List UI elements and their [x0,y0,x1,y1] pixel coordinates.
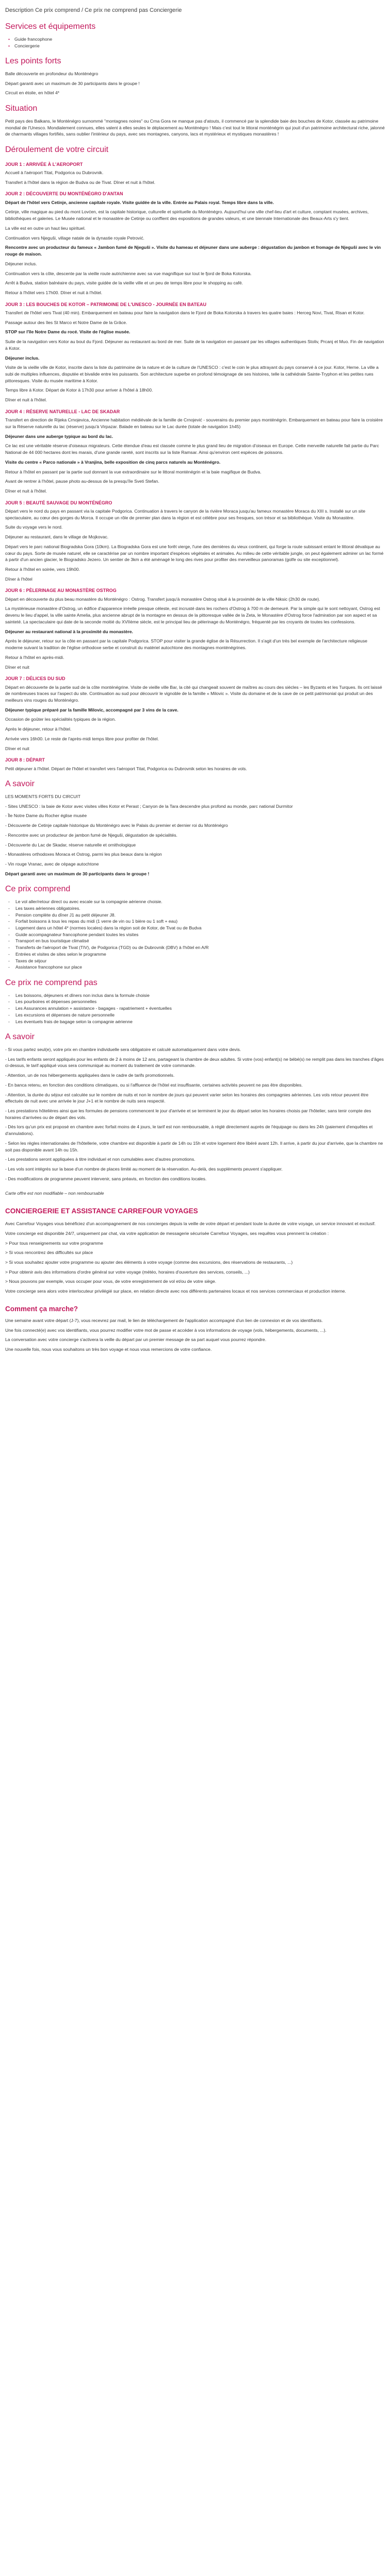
day-para: Dîner à l'hôtel [5,576,32,582]
conciergerie-para: > Pour obtenir avis des informations d'ordre général sur votre voyage (météo, horaires d'ouverture des services, conseils, ...) [5,1269,250,1275]
day-para: Visite du centre « Parco nationale » à Vranjina, belle exposition de cinq parcs naturels au Monténégro. [5,459,221,465]
comment-para: Une nouvelle fois, nous vous souhaitons un très bon voyage et nous vous remercions de votre confiance. [5,1347,212,1352]
ne-comprend-item: - Les boissons, déjeuners et dîners non inclus dans la formule choisie [13,992,386,999]
conciergerie-para: > Si vous souhaitez ajouter votre programme ou ajouter des éléments à votre voyage (comme des excursions, des réservations de restaurants, ...) [5,1260,293,1265]
day-para: Déjeuner inclus. [5,355,40,361]
situation-text: Petit pays des Balkans, le Monténégro surnommé "montagnes noires" ou Crna Gora ne manque pas d'atouts, il commencé par la splendide baie des bouches de Kotor, classée au patrimoine mondial de l'Unesco. Mondialement connues, elles valent à elles seules le déplacement au Monténégro ! Mais c'est tout le littoral monténégrin qui jouit d'un patrimoine architectural riche, jalonné de charmants villages fortifiés, sans oublier l'intérieur du pays, avec ses montagnes, canyons, lacs et mystérieux et mystiques monastères ! [5,118,385,137]
conciergerie-para: Votre concierge sera alors votre interlocuteur privilégié sur place, en relation directe avec nos différents partenaires locaux et nos services commerciaux et production interne. [5,1289,346,1294]
day-para: Dîner et nuit [5,745,29,751]
ne-comprend-title: Ce prix ne comprend pas [5,978,97,988]
comment-para: Une fois connecté(e) avec vos identifiants, vous pourrez modifier votre mot de passe et accéder à vos informations de voyage (vols, hébergements, documents, ...). [5,1327,327,1333]
points-forts-title: Les points forts [5,57,61,66]
ne-comprend-item: - Les Assurances annulation + assistance - bagages - rapatriement + éventuelles [13,1005,386,1012]
day-para: Retour à l'hôtel vers 17h00. Dîner et nuit à l'hôtel. [5,290,103,295]
day-para: Visite de la vieille ville de Kotor, inscrite dans la liste du patrimoine de la nature et de la culture de l'UNESCO : c'est le coin le plus attrayant du pays conservé à ce jour. Kotor, Herne. La ville a subi de multiples influences, disputée et bivalide entre les puissants. Son architecture superbe en profond témoignage de ses histoires, telle la cathédrale Sainte-Tryphon et les petites rues pittoresques. Visite du musée maritime à Kotor. [5,365,379,383]
comprend-item: - Taxes de séjour [13,958,386,964]
day-para: Arrêt à Budva, station balnéaire du pays, visite guidée de la vieille ville et un peu de temps libre pour le shopping au café. [5,280,243,286]
day-title: JOUR 2 : DÉCOUVERTE DU MONTÉNÉGRO D'ANTAN [5,191,123,197]
day-para: Déjeuner typique préparé par la famille Milovic, accompagné par 3 vins de la cave. [5,707,178,713]
day-para: Rencontre avec un producteur du fameux « Jambon fumé de Njeguši ». Visite du hameau et déjeuner dans une auberge : dégustation du jambon et fromage de Njeguši avec le vin rouge de maison. [5,245,381,257]
comment-para: Une semaine avant votre départ (J-7), vous recevrez par mail, le lien de téléchargement de l'application accompagné d'un lien de connexion et de vos identifiants. [5,1317,323,1323]
day-para: La mystérieuse monastère d'Ostrog, un édifice d'apparence irréelle presque céleste, est incrusté dans les rochers d'Ostrog à 700 m de demeuré. Par la simple qui le sont nettoyant, Ostrog est devenu le lieu d'appel, la ville sainte Amelia, plus ancienne abrupt de la montagne en dessus de la pittoresque vallée de la Zeta, le Monastère d'Ostrog force l'admiration par son aspect et sa sainteté. La spectaculaire qui date de la seconde moitié du XVIIème siècle, est le principal lieu de pèlerinage du Monténégro, fréquenté par les croyants de toutes les confessions. [5,606,380,624]
a-savoir-title: A savoir [5,779,35,789]
day-title: JOUR 3 : LES BOUCHES DE KOTOR – PATRIMOINE DE L'UNESCO - JOURNÉE EN BATEAU [5,301,207,307]
comprend-item: - Transferts de l'aéroport de Tivat (TIV), de Podgorica (TGD) ou de Dubrovnik (DBV) à l'hôtel en A/R [13,944,386,951]
a-savoir-2-para: - Les prestations seront appliquées à titre individuel et non cumulables avec d'autres promotions. [5,1157,196,1162]
day-title: JOUR 5 : BEAUTÉ SAUVAGE DU MONTÉNÉGRO [5,500,112,505]
day-para: Déjeuner inclus. [5,261,37,266]
day-title: JOUR 7 : DÉLICES DU SUD [5,676,66,682]
comprend-item: - Assistance francophone sur place [13,964,386,971]
day-para: Retour à l'hôtel en soirée, vers 19h00. [5,567,80,572]
day-title: JOUR 6 : PÈLERINAGE AU MONASTÈRE OSTROG [5,588,117,594]
comprend-item: - Pension complète du dîner J1 au petit déjeuner J8. [13,912,386,919]
deroulement-title: Déroulement de votre circuit [5,145,109,155]
a-savoir-item: - Vin rouge Vranac, avec de cépage autochtone [5,861,99,867]
conciergerie-para: Votre concierge est disponible 24/7, uniquement par chat, via votre application de messagerie sécurisée Carrefour Voyages, ses requêtes vous prennent la création : [5,1230,329,1236]
day-para: Dîner et nuit à l'hôtel. [5,397,47,403]
day-para: Suite du voyage vers le nord. [5,524,63,530]
day-title: JOUR 4 : RÉSERVE NATURELLE - LAC DE SKADAR [5,409,120,414]
services-item: • Guide francophone [14,36,386,43]
day-para: Départ en découverte de la partie sud de la côte monténégrine. Visite de vieille ville Bar, la cité qui changeait souvent de maîtres au cours des siècles – les Byzants et les Turques. Ils ont laissé de nombreuses traces sur l'aspect du site. Continuation au sud pour découvrir le vignoble de la famille « Milovic ». Visite du domaine et de la cave de ce petit patrimonial qui produit un des meilleurs vins rouges du Monténégro. [5,684,382,703]
day-para: Transfert à l'hôtel dans la région de Budva ou de Tivat. Dîner et nuit à l'hôtel. [5,179,156,185]
a-savoir-item: - Découverte du Lac de Skadar, réserve naturelle et ornithologique [5,842,136,848]
day-para: Dîner et nuit [5,664,29,670]
a-savoir-2-para: - Les vols sont intégrés sur la base d'un nombre de places limité au moment de la réservation. Au-delà, des suppléments peuvent s'appliquer. [5,1166,283,1172]
day-para: Ce lac est une véritable réserve d'oiseaux migrateurs. Cette étendue d'eau est classée comme le plus grand lieu de migration d'oiseaux en Europe. Cette merveille naturelle fait partie du Parc National de 44 000 hectares dont les marais, d'une grande rareté, sont inscrits sur la liste Ramsar. Ainsi qu'environ cent espèces de poissons. [5,443,379,455]
ne-comprend-item: - Les excursions et dépenses de nature personnelle [13,1012,386,1019]
comprend-item: - Entrées et visites de sites selon le programme [13,951,386,958]
a-savoir-2-para: - Des modifications de programme peuvent intervenir, sans préavis, en fonction des conditions locales. [5,1176,207,1181]
day-para: Départ en découverte du plus beau monastère du Monténégro : Ostrog. Transfert jusqu'à monastère Ostrog situé à la proximité de la ville Niksic (2h30 de route). [5,596,320,602]
a-savoir-item: - Découverte de Cetinje capitale historique du Monténégro avec le Palais du premier et dernier roi du Monténégro [5,823,228,828]
day-para: Temps libre à Kotor. Départ de Kotor à 17h30 pour arriver à l'hôtel à 18h00. [5,387,153,393]
day-para: Déjeuner au restaurant national à la proximité du monastère. [5,629,133,634]
day-para: Transfert de l'hôtel vers Tivat (40 min). Embarquement en bateau pour faire la navigation dans le Fjord de Boka Kotorska à travers les quatre baies : Herceg Novi, Tivat, Risan et Kotor. [5,310,365,315]
day-para: Déjeuner dans une auberge typique au bord du lac. [5,433,113,439]
a-savoir-item: - Île Notre Dame du Rocher église musée [5,813,87,819]
day-para: Arrivée vers 16h00. Le reste de l'après-midi temps libre pour profiter de l'hôtel. [5,736,159,741]
day-para: Après le déjeuner, retour à l'hôtel. [5,726,72,732]
a-savoir-2-para: - Attention, la durée du séjour est calculée sur le nombre de nuits et non le nombre de jours qui peuvent varier selon les horaires des compagnies aériennes. Les vols retour peuvent être effectués de nuit avec une arrivée le jour J+1 et le nombre de nuits sera respecté. [5,1092,369,1104]
a-savoir-2-para: - Si vous partez seul(e), votre prix en chambre individuelle sera obligatoire et calculé automatiquement dans votre devis. [5,1046,241,1052]
conciergerie-para: Avec Carrefour Voyages vous bénéficiez d'un accompagnement de nos concierges depuis la veille de votre départ et pendant toute la durée de votre voyage, un service innovant et exclusif. [5,1221,376,1227]
comprend-list [5,899,386,971]
conciergerie-para: > Si vous rencontrez des difficultés sur place [5,1250,93,1256]
a-savoir-2-para: - Selon les règles internationales de l'hôtellerie, votre chambre est disponible à partir de 14h ou 15h et votre logement être libéré avant 12h. Il arrive, à partir du jour d'arrivée, que la chambre ne soit pas disponible avant 14h ou 15h. [5,1140,383,1153]
comprend-item: - Les taxes aériennes obligatoires. [13,905,386,912]
day-para: Départ vers le nord du pays en passant via la capitale Podgorica. Continuation à travers le canyon de la rivière Moraca jusqu'au fameux monastère Moraca du XIII s. Installé sur un site spectaculaire, au cœur des gorges du Morca. Il occupe un rôle de premier plan dans la région et est célèbre pour ses fresques, son trésor et sa bibliothèque. Visite du Monastère. [5,508,366,520]
day-para: Retour à l'hôtel en après-midi. [5,654,64,660]
comprend-item: - Logement dans un hôtel 4* (normes locales) dans la région soit de Kotor, de Tivat ou de Budva [13,925,386,931]
a-savoir-subtitle: LES MOMENTS FORTS DU CIRCUIT [5,794,80,799]
a-savoir-2-title: A savoir [5,1032,35,1042]
a-savoir-item: - Sites UNESCO : la baie de Kotor avec visites villes Kotor et Perast ; Canyon de la Tara descendre plus profond au monde, parc national Durmitor [5,803,293,809]
day-para: Après le déjeuner, retour sur la côte en passant par la capitale Podgorica. STOP pour visiter la grande église de la Résurrection. Il s'agit d'un très bel exemple de l'architecture religieuse moderne suivant la tradition de l'église orthodoxe serbe et construit du matériel autochtone des montagnes monténégrines. [5,638,368,651]
day-title: JOUR 8 : DÉPART [5,757,45,763]
comment-para: La conversation avec votre concierge s'activera la veille du départ par un premier message de sa part auquel vous pourrez répondre. [5,1337,267,1343]
day-para: Dîner et nuit à l'hôtel. [5,488,47,494]
conciergerie-para: > Nous pouvons par exemple, vous occuper pour vous, de votre enregistrement de vol et/ou de votre siège. [5,1279,217,1284]
services-item: • Conciergerie [14,43,386,49]
a-savoir-item: - Monastères orthodoxes Moraca et Ostrog, parmi les plus beaux dans la région [5,852,162,857]
points-forts-para: Balle découverte en profondeur du Monténégro [5,71,99,77]
day-para: Transfert en direction de Rijeka Crnojevica, Ancienne habitation médiévale de la famille de Crnojević - souverains du premier pays monténégrin. Embarquement en bateau pour faire la croisière sur la Réserve naturelle du lac (réserve) jusqu'à Virpazar. Balade en bateau sur le Lac durée (totale de navigation 1h45) [5,417,383,429]
ne-comprend-item: - Les pourboires et dépenses personnelles [13,998,386,1005]
day-para: Continuation vers la côte, descente par la vieille route autrichienne avec sa vue magnifique sur tout le fjord de Boka Kotorska. [5,270,252,276]
a-savoir-2-para: - Les prestations hôtelières ainsi que les formules de pensions commencent le jour d'arrivée et se terminent le jour du départ selon les horaires choisis par l'hôtelier, sans tenir compte des horaires d'arrivées ou de départ des vols. [5,1108,371,1120]
a-savoir-2-para: - Dès lors qu'un prix est proposé en chambre avec forfait moins de 4 jours, le tarif est non remboursable, à réglé directement auprès de l'équipage ou dans les 24h (paiement d'enquêtes et d'annulations). [5,1124,373,1137]
comment-title: Comment ça marche? [5,1304,78,1313]
day-para: Avant de rentrer à l'hôtel, pause photo au-dessus de la presqu'île Sveti Stefan. [5,479,159,484]
carte-note: Carte offre est non modifiable – non remboursable [5,1191,104,1196]
points-forts-para: Circuit en étoile, en hôtel 4* [5,90,60,96]
day-para: STOP sur l'île Notre Dame du rocé. Visite de l'église musée. [5,329,131,335]
comprend-title: Ce prix comprend [5,885,71,894]
a-savoir-2-para: - En banca retenu, en fonction des conditions climatiques, ou si l'affluence de l'hôtel est insuffisante, certaines activités peuvent ne pas être disponibles. [5,1082,303,1088]
ne-comprend-list [5,992,386,1025]
services-title: Services et équipements [5,22,96,31]
a-savoir-2-para: - Attention, un de nos hébergements appliquées dans le cadre de tarifs promotionnels. [5,1073,175,1078]
a-savoir-note: Départ garanti avec un maximum de 30 participants dans le groupe ! [5,871,150,876]
day-para: Petit déjeuner à l'hôtel. Départ de l'hôtel et transfert vers l'aéroport Titat, Podgorica ou Dubrovnik selon les horaires de vols. [5,766,247,771]
situation-title: Situation [5,104,38,113]
comprend-item: - Le vol aller/retour direct ou avec escale sur la compagnie aérienne choisie. [13,899,386,905]
day-para: Passage autour des îles St Marco et Notre Dame de la Grâce. [5,319,127,325]
day-para: Cetinje, ville magique au pied du mont Lovćen, est la capitale historique, culturelle et spirituelle du Monténégro. Aujourd'hui une ville chef-lieu d'art et culture, comptant musées, archives, bibliothèques et galeries. Le Musée national et le monastère de Cetinje ou conffient des expositions de grandes valeurs, et une biennale Internationale des Beaux-Arts s'y tient. [5,209,369,222]
day-para: Déjeuner au restaurant, dans le village de Mojkovac. [5,534,109,540]
day-title: JOUR 1 : ARRIVÉE À L'AEROPORT [5,161,83,167]
points-forts-para: Départ garanti avec un maximum de 30 participants dans le groupe ! [5,80,140,86]
comprend-item: - Guide accompagnateur francophone pendant toutes les visites [13,931,386,938]
a-savoir-2-para: - Les tarifs enfants seront appliqués pour les enfants de 2 à moins de 12 ans, partageant la chambre de deux adultes. Si votre (vos) enfant(s) ne bébé(s) ne remplit pas dans les tranches d'âges ci-dessus, le tarif appliqué vous sera communiqué au moment du traitement de votre commande. [5,1056,384,1069]
day-para: Continuation vers Njeguši, village natale de la dynastie royale Petrović. [5,235,144,241]
comprend-item: - Forfait boissons à tous les repas du midi (1 verre de vin ou 1 bière ou 1 soft + eau) [13,918,386,925]
day-para: Départ vers le parc national Biogradska Gora (10km). La Biogradska Gora est une forêt vierge, l'une des dernières du vieux continent, qui forge la route subissant entant le littoral dévalique au cœur du pays. Sorte de musée naturel, elle se caractérise par un nombre important d'espèces végétales et animales. Au milieu de cette véritable jungle, on peut également admirer un lac formé à partir d'un ancien glacier, le Biogradsko Jezero. Un sentier de 3km a été aménagé le long des rives pour profiter des merveilleux panoramas (golfe ou site exceptionnel). [5,544,384,563]
conciergerie-para: > Pour tous renseignements sur votre programme [5,1240,103,1246]
day-para: Occasion de goûter les spécialités typiques de la région. [5,717,116,722]
day-para: Suite de la navigation vers Kotor au bout du Fjord. Déjeuner au restaurant au bord de mer. Suite de la navigation en passant par les villages authentiques Stoliv, Prcanj et Muo. Fin de navigation à Kotor. [5,339,384,351]
comprend-item: - Transport en bus touristique climatisé [13,938,386,944]
day-para: Retour à l'hôtel en passant par la partie sud donnant la vue extraordinaire sur le littoral monténégrin et la baie magifique de Budva. [5,469,262,474]
a-savoir-item: - Rencontre avec un producteur de jambon fumé de Njeguši, dégustation de spécialités. [5,832,177,838]
top-line: Description Ce prix comprend / Ce prix ne comprend pas Conciergerie [5,7,182,13]
day-para: Accueil à l'aéroport Titat, Podgorica ou Dubrovnik. [5,170,104,176]
day-para: Départ de l'hôtel vers Cetinje, ancienne capitale royale. Visite guidée de la ville. Entrée au Palais royal. Temps libre dans la ville. [5,199,274,205]
conciergerie-title: CONCIERGERIE ET ASSISTANCE CARREFOUR VOYAGES [5,1207,198,1215]
ne-comprend-item: - Les éventuels frais de bagage selon la compagnie aérienne [13,1019,386,1025]
day-para: La ville est en outre un haut lieu spirituel. [5,225,86,231]
services-list [5,36,386,49]
